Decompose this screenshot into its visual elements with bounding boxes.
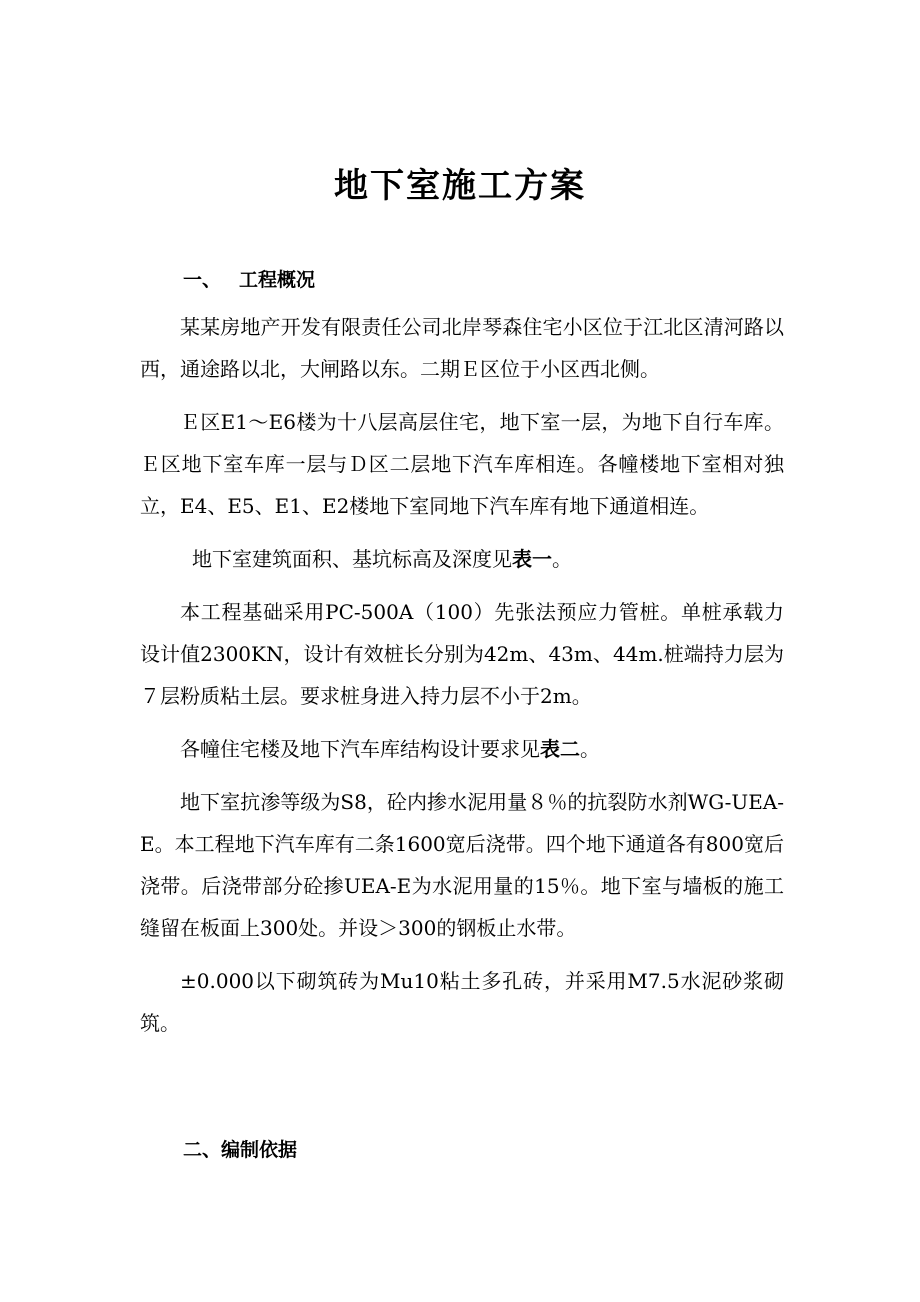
paragraph-tail: 。 <box>580 737 600 761</box>
section-number: 一、 <box>183 269 222 291</box>
paragraph: ±0.000以下砌筑砖为Mu10粘土多孔砖，并采用M7.5水泥砂浆砌筑。 <box>140 969 784 1035</box>
section-body-overview <box>140 306 784 1055</box>
table-reference: 表二 <box>540 737 580 761</box>
paragraph-text: 各幢住宅楼及地下汽车库结构设计要求见 <box>180 737 540 761</box>
paragraph: 本工程基础采用PC-500A（100）先张法预应力管桩。单桩承载力设计值2300KN，设计有效桩长分别为42m、43m、44m.桩端持力层为７层粉质粘土层。要求桩身进入持力层不小于2m。 <box>140 600 784 708</box>
section-heading-basis: 二、编制依据 <box>183 1139 298 1161</box>
paragraph: 某某房地产开发有限责任公司北岸琴森住宅小区位于江北区清河路以西，通途路以北，大闸路以东。二期Ｅ区位于小区西北侧。 <box>140 315 784 381</box>
paragraph-tail: 。 <box>552 547 572 571</box>
paragraph: 地下室抗渗等级为S8，砼内掺水泥用量８％的抗裂防水剂WG-UEA-E。本工程地下汽车库有二条1600宽后浇带。四个地下通道各有800宽后浇带。后浇带部分砼掺UEA-E为水泥用量的15％。地下室与墙板的施工缝留在板面上300处。并设＞300的钢板止水带。 <box>140 790 784 940</box>
section-heading-overview <box>183 266 315 294</box>
section-title: 工程概况 <box>239 269 316 291</box>
document-title: 地下室施工方案 <box>334 166 586 206</box>
paragraph: Ｅ区E1～E6楼为十八层高层住宅，地下室一层，为地下自行车库。Ｅ区地下室车库一层与Ｄ区二层地下汽车库相连。各幢楼地下室相对独立，E4、E5、E1、E2楼地下室同地下汽车库有地下通道相连。 <box>140 410 784 518</box>
table-reference: 表一 <box>512 547 552 571</box>
paragraph <box>140 538 784 580</box>
paragraph-text: 地下室建筑面积、基坑标高及深度见 <box>192 547 512 571</box>
paragraph <box>140 728 784 770</box>
